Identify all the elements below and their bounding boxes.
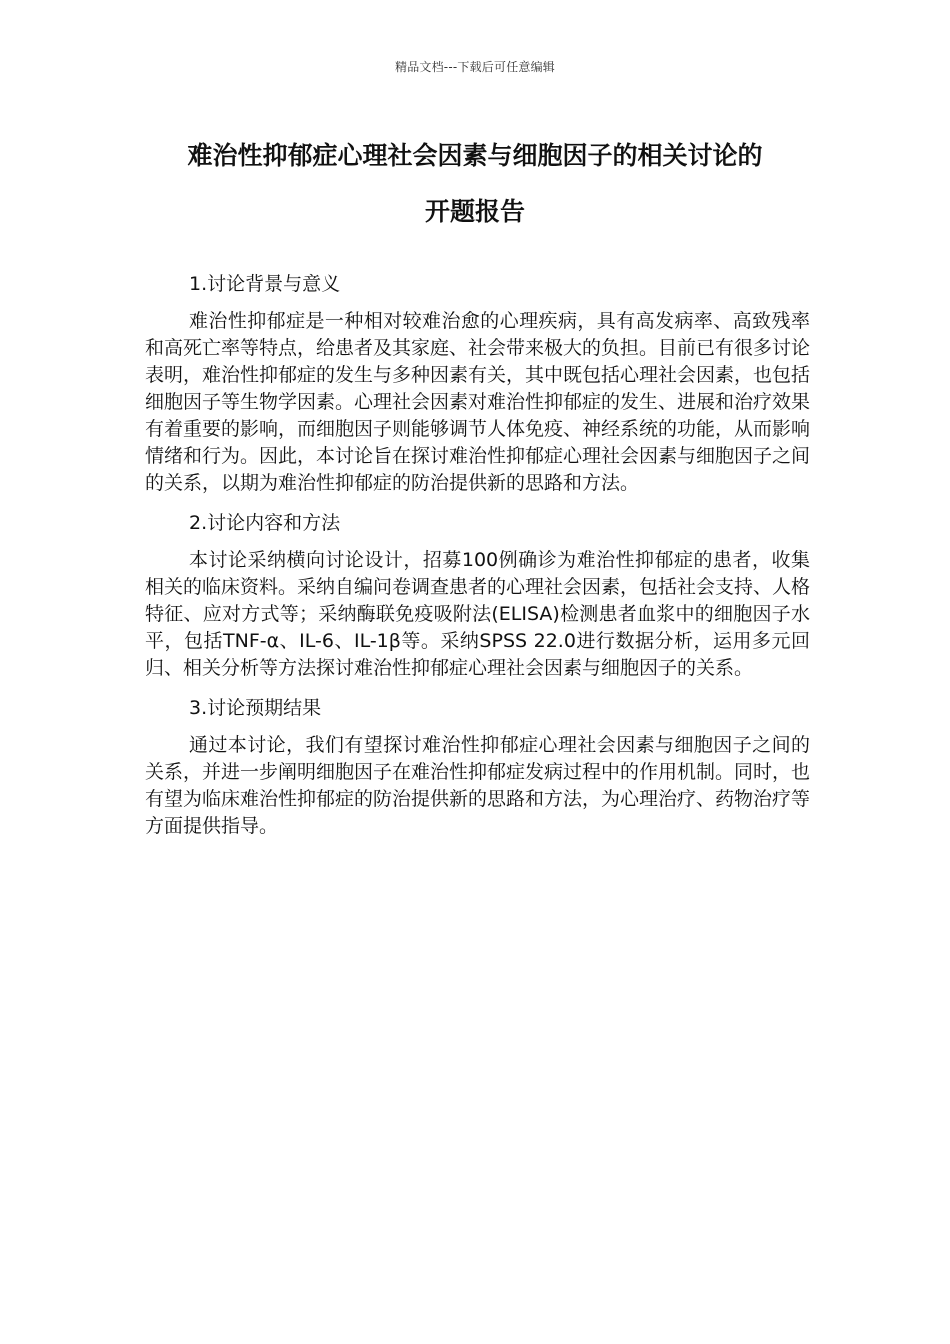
title-line-1: 难治性抑郁症心理社会因素与细胞因子的相关讨论的 xyxy=(187,141,763,170)
header-note: 精品文档---下载后可任意编辑 xyxy=(395,60,555,74)
section-paragraph: 本讨论采纳横向讨论设计，招募100例确诊为难治性抑郁症的患者，收集相关的临床资料。采纳自编问卷调查患者的心理社会因素，包括社会支持、人格特征、应对方式等；采纳酶联免疫吸附法(ELISA)检测患者血浆中的细胞因子水平，包括TNF-α、IL-6、IL-1β等。采纳SPSS 22.0进行数据分析，运用多元回归、相关分析等方法探讨难治性抑郁症心理社会因素与细胞因子的关系。 xyxy=(145,549,811,679)
document-body xyxy=(145,270,810,852)
section-expected-results xyxy=(145,694,810,840)
document-title xyxy=(130,128,820,240)
title-line-2: 开题报告 xyxy=(424,197,525,226)
section-heading: 2.讨论内容和方法 xyxy=(189,512,341,534)
section-heading: 1.讨论背景与意义 xyxy=(189,273,341,295)
section-heading: 3.讨论预期结果 xyxy=(189,697,322,719)
section-content-methods xyxy=(145,509,810,682)
section-paragraph: 通过本讨论，我们有望探讨难治性抑郁症心理社会因素与细胞因子之间的关系，并进一步阐明细胞因子在难治性抑郁症发病过程中的作用机制。同时，也有望为临床难治性抑郁症的防治提供新的思路和方法，为心理治疗、药物治疗等方面提供指导。 xyxy=(145,734,811,837)
section-background xyxy=(145,270,810,497)
section-paragraph: 难治性抑郁症是一种相对较难治愈的心理疾病，具有高发病率、高致残率和高死亡率等特点，给患者及其家庭、社会带来极大的负担。目前已有很多讨论表明，难治性抑郁症的发生与多种因素有关，其中既包括心理社会因素，也包括细胞因子等生物学因素。心理社会因素对难治性抑郁症的发生、进展和治疗效果有着重要的影响，而细胞因子则能够调节人体免疫、神经系统的功能，从而影响情绪和行为。因此，本讨论旨在探讨难治性抑郁症心理社会因素与细胞因子之间的关系，以期为难治性抑郁症的防治提供新的思路和方法。 xyxy=(145,310,811,494)
